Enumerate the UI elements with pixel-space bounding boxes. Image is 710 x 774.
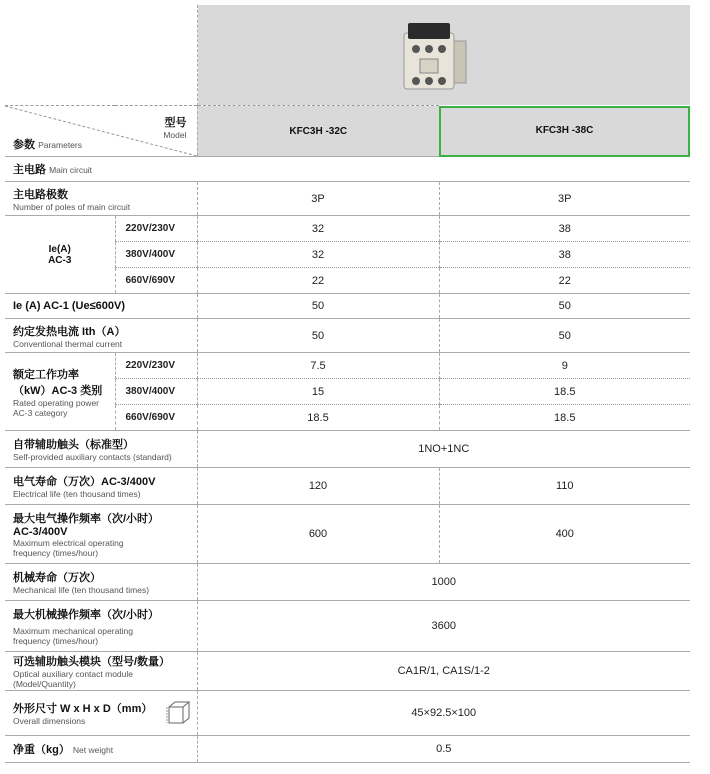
elec-life-value-1: 120 bbox=[197, 468, 439, 505]
mech-freq-value: 3600 bbox=[197, 601, 690, 652]
power-label-en: Rated operating power bbox=[13, 397, 100, 408]
elec-life-value-2: 110 bbox=[439, 468, 690, 505]
product-image-area bbox=[197, 5, 690, 106]
dimensions-icon bbox=[165, 699, 193, 729]
mech-life-label: 机械寿命（万次） bbox=[13, 572, 101, 584]
power-label: 额定工作功率 bbox=[13, 368, 79, 381]
opt-aux-value: CA1R/1, CA1S/1-2 bbox=[197, 652, 690, 691]
poles-label-en: Number of poles of main circuit bbox=[13, 201, 131, 212]
ie-value-2-3: 22 bbox=[439, 268, 690, 294]
elec-freq-value-1: 600 bbox=[197, 505, 439, 564]
elec-life-label: 电气寿命（万次）AC-3/400V bbox=[13, 476, 156, 488]
elec-freq-value-2: 400 bbox=[439, 505, 690, 564]
power-value-1-3: 18.5 bbox=[197, 405, 439, 431]
model-label-en: Model bbox=[163, 130, 187, 140]
header-diagonal-cell bbox=[5, 106, 197, 157]
mech-freq-label-en: Maximum mechanical operating bbox=[13, 626, 133, 636]
ac1-value-1: 50 bbox=[197, 294, 439, 319]
power-volt-2: 380V/400V bbox=[115, 379, 197, 405]
ie-volt-1: 220V/230V bbox=[115, 216, 197, 242]
dims-label-en: Overall dimensions bbox=[13, 716, 86, 726]
poles-value-1: 3P bbox=[197, 182, 439, 216]
dims-label: 外形尺寸 W x H x D（mm） bbox=[13, 703, 153, 715]
ie-value-2-2: 38 bbox=[439, 242, 690, 268]
weight-label-en: Net weight bbox=[72, 745, 114, 755]
ie-value-1-2: 32 bbox=[197, 242, 439, 268]
power-volt-3: 660V/690V bbox=[115, 405, 197, 431]
mech-freq-label: 最大机械操作频率（次/小时） bbox=[13, 609, 160, 621]
model-col-1[interactable]: KFC3H -32C bbox=[197, 106, 439, 157]
ith-label-en: Conventional thermal current bbox=[13, 338, 123, 349]
elec-life-label-en: Electrical life (ten thousand times) bbox=[13, 489, 141, 499]
power-value-2-3: 18.5 bbox=[439, 405, 690, 431]
poles-value-2: 3P bbox=[439, 182, 690, 216]
elec-freq-label-en-2: frequency (times/hour) bbox=[13, 548, 99, 558]
main-circuit-label: 主电路 bbox=[13, 164, 46, 176]
ie-label: Ie(A) bbox=[48, 243, 71, 255]
elec-freq-label: 最大电气操作频率（次/小时） bbox=[13, 513, 160, 525]
ie-label-2: AC-3 bbox=[48, 254, 72, 266]
opt-aux-label: 可选辅助触头模块（型号/数量） bbox=[13, 656, 171, 668]
ith-label: 约定发热电流 Ith（A） bbox=[13, 325, 126, 338]
param-label: 参数 bbox=[13, 139, 35, 151]
weight-label: 净重（kg） bbox=[13, 744, 70, 756]
spec-table bbox=[5, 5, 690, 763]
ith-value-2: 50 bbox=[439, 319, 690, 353]
poles-label: 主电路极数 bbox=[13, 188, 68, 201]
opt-aux-label-en: Optical auxiliary contact module (Model/Quantity) bbox=[13, 669, 134, 689]
mech-freq-label-en-2: frequency (times/hour) bbox=[13, 636, 99, 646]
model-label: 型号 bbox=[164, 117, 187, 129]
power-value-1-1: 7.5 bbox=[197, 353, 439, 379]
ac1-value-2: 50 bbox=[439, 294, 690, 319]
elec-freq-label-2: AC-3/400V bbox=[13, 526, 68, 538]
mech-life-value: 1000 bbox=[197, 564, 690, 601]
aux-label-en: Self-provided auxiliary contacts (standard) bbox=[13, 452, 172, 462]
power-value-1-2: 15 bbox=[197, 379, 439, 405]
contactor-image bbox=[396, 19, 468, 99]
aux-label: 自带辅助触头（标准型） bbox=[13, 439, 134, 451]
aux-value: 1NO+1NC bbox=[197, 431, 690, 468]
ie-volt-2: 380V/400V bbox=[115, 242, 197, 268]
ie-value-1-1: 32 bbox=[197, 216, 439, 242]
ie-volt-3: 660V/690V bbox=[115, 268, 197, 294]
ac1-label: Ie (A) AC-1 (Ue≤600V) bbox=[5, 294, 197, 319]
elec-freq-label-en: Maximum electrical operating bbox=[13, 538, 124, 548]
power-value-2-2: 18.5 bbox=[439, 379, 690, 405]
mech-life-label-en: Mechanical life (ten thousand times) bbox=[13, 585, 150, 595]
model-col-2[interactable]: KFC3H -38C bbox=[439, 106, 690, 157]
weight-value: 0.5 bbox=[197, 736, 690, 763]
power-value-2-1: 9 bbox=[439, 353, 690, 379]
ie-value-2-1: 38 bbox=[439, 216, 690, 242]
ie-value-1-3: 22 bbox=[197, 268, 439, 294]
main-circuit-label-en: Main circuit bbox=[49, 165, 93, 175]
power-label-2: （kW）AC-3 类别 bbox=[13, 384, 103, 397]
param-label-en: Parameters bbox=[38, 140, 82, 150]
power-label-en-2: AC-3 category bbox=[13, 407, 68, 418]
power-volt-1: 220V/230V bbox=[115, 353, 197, 379]
dims-value: 45×92.5×100 bbox=[197, 691, 690, 736]
ith-value-1: 50 bbox=[197, 319, 439, 353]
